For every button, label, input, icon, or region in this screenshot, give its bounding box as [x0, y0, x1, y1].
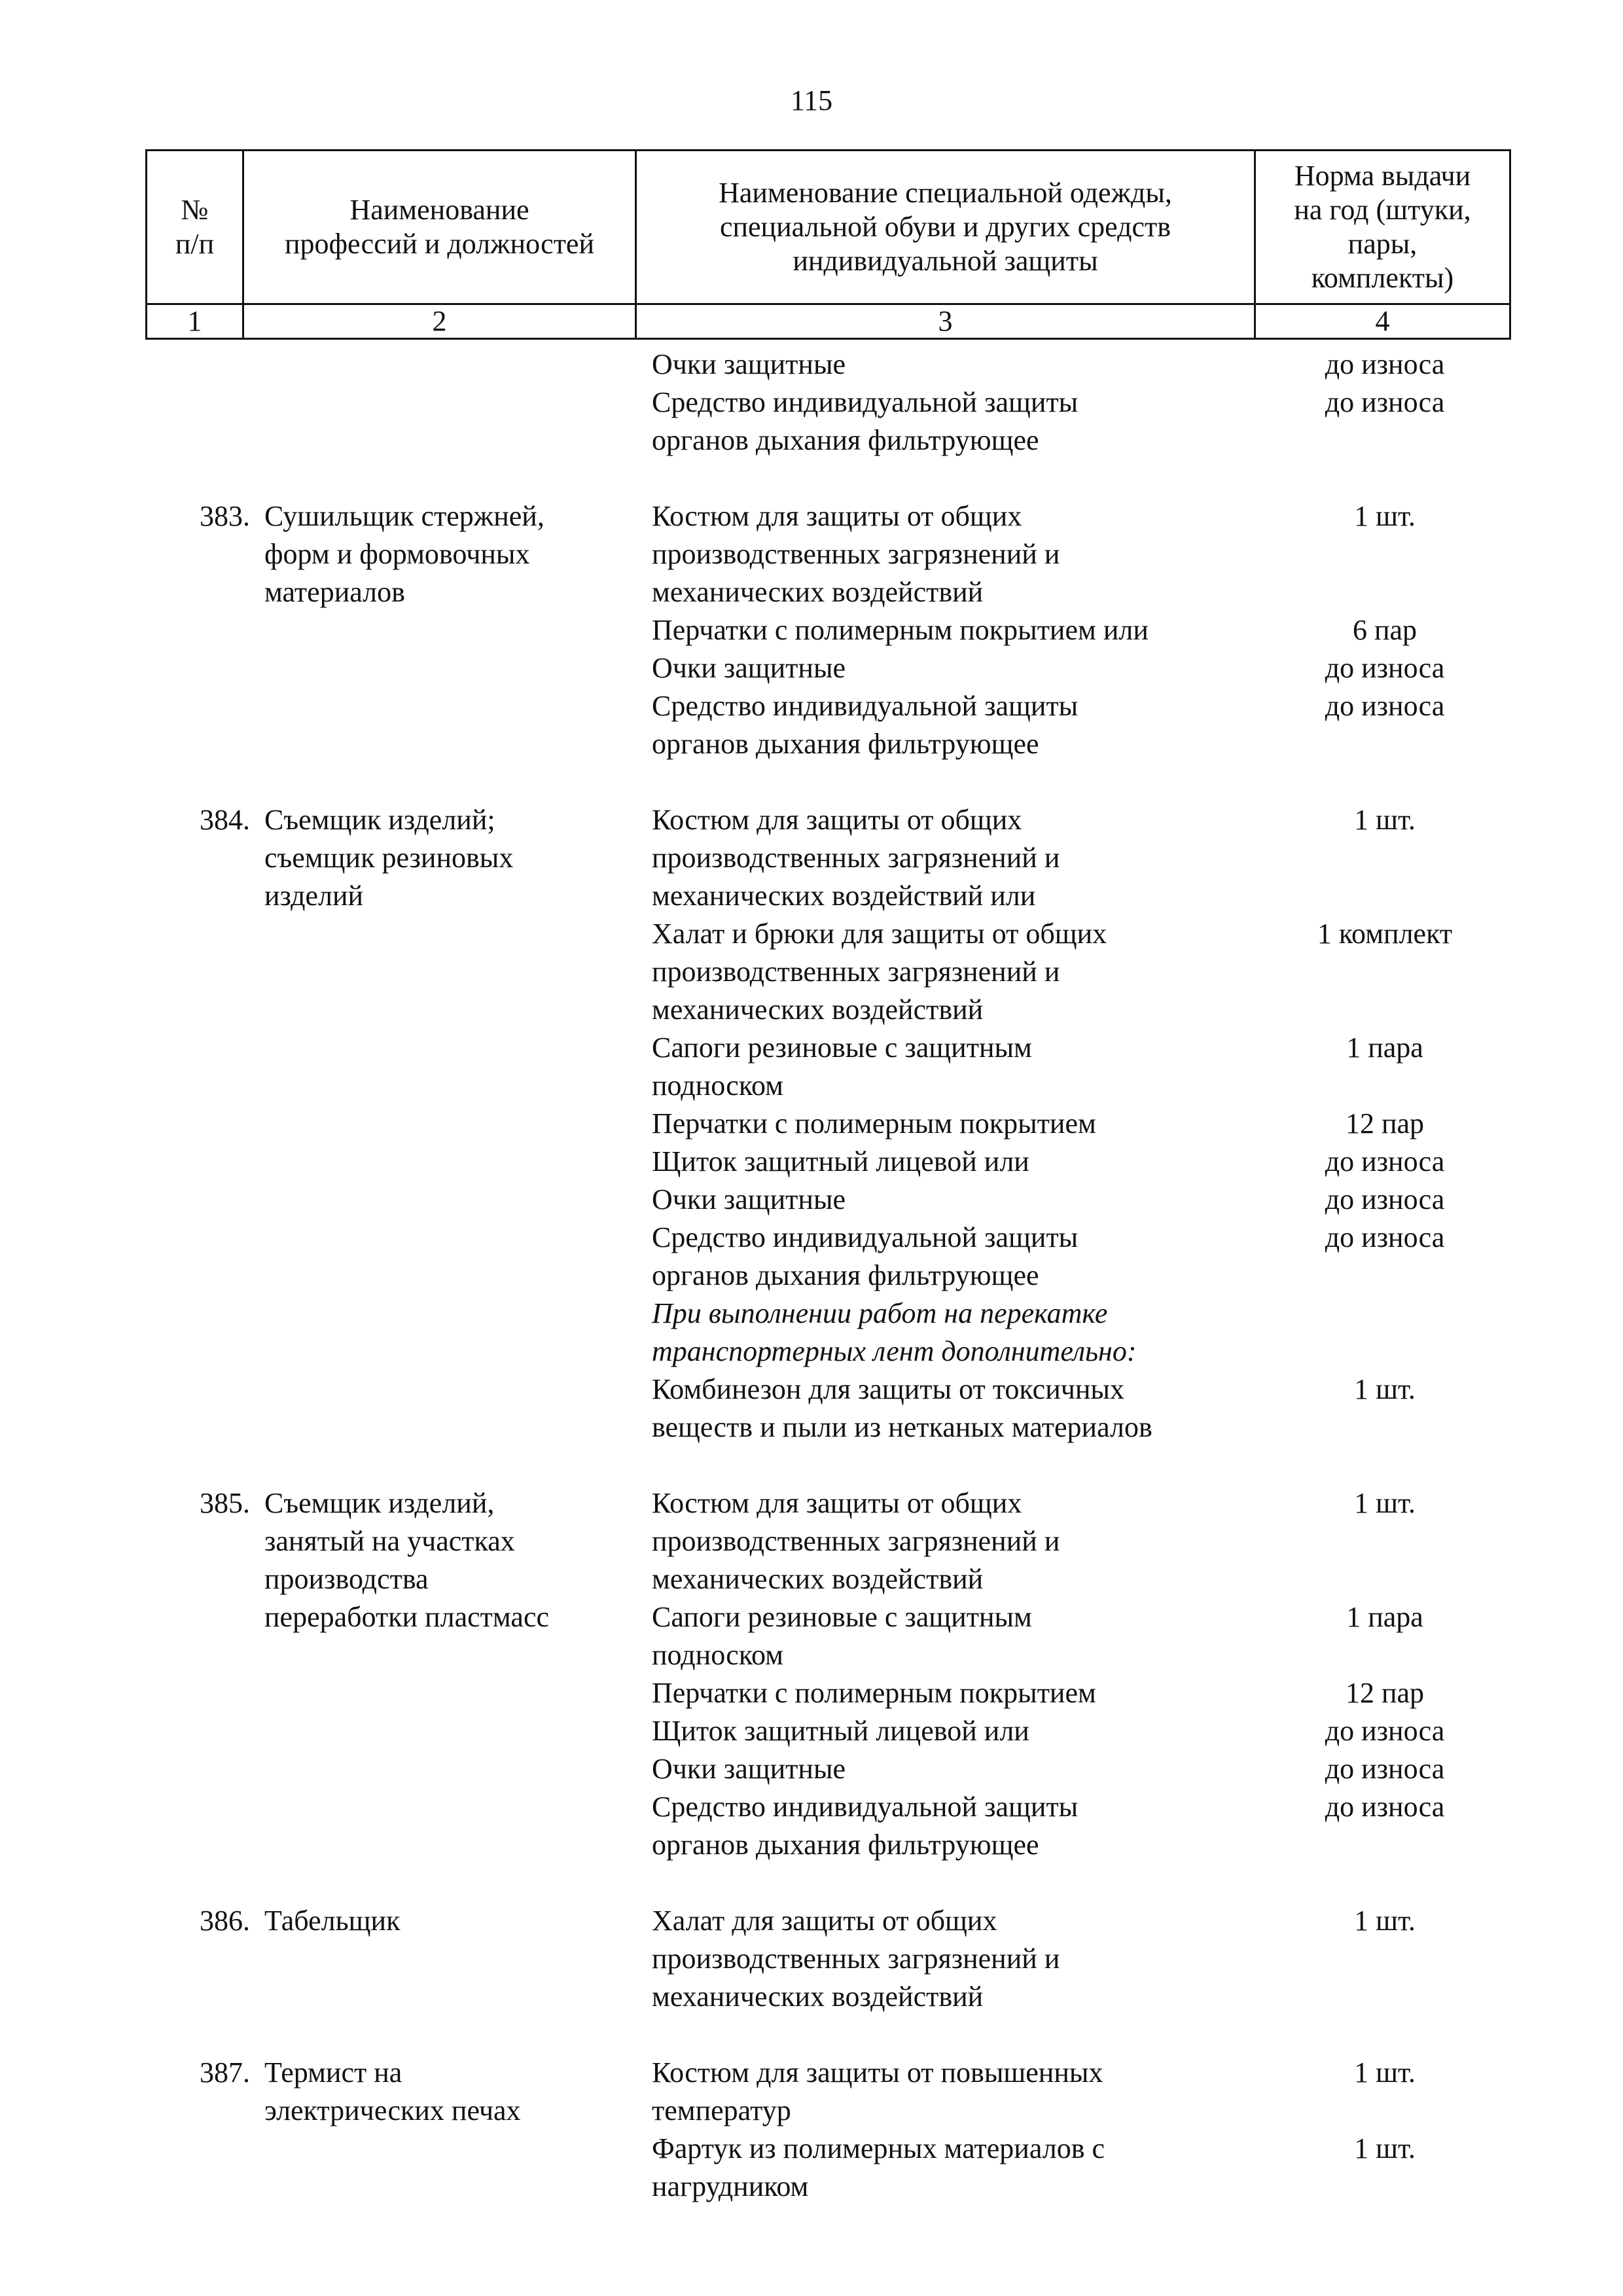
- header-col-equipment: Наименование специальной одежды, специальной обуви и других средств индивидуальной защиты: [636, 151, 1255, 304]
- equipment-line: производственных загрязнений и: [652, 538, 1060, 570]
- row-number: 384.: [200, 804, 250, 836]
- profession-line: изделий: [264, 880, 364, 912]
- equipment-line: механических воздействий: [652, 1563, 984, 1595]
- equipment-line: Очки защитные: [652, 348, 846, 380]
- profession-line: занятый на участках: [264, 1525, 515, 1557]
- row-number: 383.: [200, 500, 250, 532]
- issue-norm: до износа: [1325, 348, 1445, 380]
- profession-line: производства: [264, 1563, 429, 1595]
- equipment-line: подноском: [652, 1639, 783, 1671]
- equipment-line: механических воздействий: [652, 1981, 984, 2013]
- equipment-line: транспортерных лент дополнительно:: [652, 1335, 1137, 1367]
- equipment-item: [645, 2054, 1509, 2130]
- equipment-item: [645, 687, 1509, 763]
- issue-norm: 1 шт.: [1354, 500, 1416, 532]
- issue-norm: до износа: [1325, 1753, 1445, 1785]
- equipment-name: [645, 2054, 1260, 2130]
- issue-norm: 1 шт.: [1354, 1373, 1416, 1405]
- equipment-line: производственных загрязнений и: [652, 842, 1060, 874]
- equipment-line: органов дыхания фильтрующее: [652, 1259, 1039, 1291]
- table-header: [145, 149, 1511, 340]
- table-row: [145, 1902, 1509, 2016]
- profession-line: переработки пластмасс: [264, 1601, 550, 1633]
- equipment-name: [645, 1219, 1260, 1295]
- issue-norm: до износа: [1325, 1791, 1445, 1823]
- equipment-line: Перчатки с полимерным покрытием или: [652, 614, 1149, 646]
- equipment-name: [645, 801, 1260, 915]
- equipment-item: [645, 497, 1509, 611]
- equipment-name: [645, 384, 1260, 459]
- profession-line: форм и формовочных: [264, 538, 530, 570]
- issue-norm: до износа: [1325, 1221, 1445, 1253]
- equipment-line: органов дыхания фильтрующее: [652, 1829, 1039, 1861]
- equipment-item: [645, 1598, 1509, 1674]
- equipment-name: [645, 2130, 1260, 2206]
- equipment-line: производственных загрязнений и: [652, 956, 1060, 988]
- profession-name: [250, 801, 645, 1446]
- equipment-item: [645, 611, 1509, 649]
- row-number: [145, 346, 250, 459]
- equipment-item: [645, 2130, 1509, 2206]
- equipment-line: органов дыхания фильтрующее: [652, 424, 1039, 456]
- equipment-item: [645, 1712, 1509, 1750]
- profession-name: [250, 1484, 645, 1864]
- profession-line: Съемщик изделий,: [264, 1487, 495, 1519]
- equipment-line: Очки защитные: [652, 1183, 846, 1215]
- equipment-name: [645, 1788, 1260, 1864]
- equipment-line: производственных загрязнений и: [652, 1525, 1060, 1557]
- equipment-line: Перчатки с полимерным покрытием: [652, 1677, 1096, 1709]
- equipment-item: [645, 649, 1509, 687]
- equipment-line: органов дыхания фильтрующее: [652, 728, 1039, 760]
- equipment-name: [645, 1674, 1260, 1712]
- equipment-item: [645, 915, 1509, 1029]
- header-num-4: 4: [1255, 304, 1510, 339]
- table-row: [145, 1484, 1509, 1864]
- equipment-name: [645, 1750, 1260, 1788]
- issue-norm: 1 шт.: [1354, 1487, 1416, 1519]
- profession-line: Термист на: [264, 2056, 402, 2089]
- equipment-line: Халат для защиты от общих: [652, 1905, 997, 1937]
- issue-norm: 6 пар: [1352, 614, 1418, 646]
- issue-norm: до износа: [1325, 1183, 1445, 1215]
- page-number: 115: [790, 84, 833, 117]
- equipment-item: [645, 1181, 1509, 1219]
- equipment-line: веществ и пыли из нетканых материалов: [652, 1411, 1152, 1443]
- equipment-item: [645, 801, 1509, 915]
- equipment-note: [645, 1295, 1260, 1371]
- equipment-name: [645, 611, 1260, 649]
- profession-name: [250, 2054, 645, 2206]
- equipment-name: [645, 497, 1260, 611]
- equipment-line: Костюм для защиты от общих: [652, 804, 1022, 836]
- equipment-name: [645, 1029, 1260, 1105]
- equipment-line: Сапоги резиновые с защитным: [652, 1601, 1032, 1633]
- profession-line: Съемщик изделий;: [264, 804, 495, 836]
- equipment-line: Халат и брюки для защиты от общих: [652, 918, 1107, 950]
- equipment-item: [645, 346, 1509, 384]
- equipment-line: Костюм для защиты от общих: [652, 1487, 1022, 1519]
- equipment-line: Перчатки с полимерным покрытием: [652, 1107, 1096, 1139]
- equipment-line: механических воздействий: [652, 576, 984, 608]
- header-num-3: 3: [636, 304, 1255, 339]
- issue-norm: 1 пара: [1346, 1601, 1423, 1633]
- equipment-item: [645, 1484, 1509, 1598]
- equipment-line: Щиток защитный лицевой или: [652, 1715, 1029, 1747]
- equipment-line: Фартук из полимерных материалов с: [652, 2132, 1105, 2164]
- equipment-item: [645, 1371, 1509, 1446]
- table-row: [145, 2054, 1509, 2206]
- equipment-item: [645, 1902, 1509, 2016]
- equipment-line: Средство индивидуальной защиты: [652, 386, 1079, 418]
- issue-norm: до износа: [1325, 386, 1445, 418]
- equipment-name: [645, 1712, 1260, 1750]
- equipment-item: [645, 1674, 1509, 1712]
- equipment-name: [645, 1598, 1260, 1674]
- equipment-name: [645, 649, 1260, 687]
- table-body: [145, 346, 1509, 2244]
- equipment-line: нагрудником: [652, 2170, 809, 2202]
- row-number: 387.: [200, 2056, 250, 2089]
- row-number: 385.: [200, 1487, 250, 1519]
- issue-norm: до износа: [1325, 1145, 1445, 1177]
- profession-line: Сушильщик стержней,: [264, 500, 544, 532]
- equipment-line: Средство индивидуальной защиты: [652, 1791, 1079, 1823]
- equipment-line: механических воздействий или: [652, 880, 1036, 912]
- profession-line: электрических печах: [264, 2094, 521, 2126]
- equipment-name: [645, 915, 1260, 1029]
- issue-norm: до износа: [1325, 690, 1445, 722]
- issue-norm: 12 пар: [1345, 1107, 1425, 1139]
- equipment-line: При выполнении работ на перекатке: [652, 1297, 1108, 1329]
- equipment-item: [645, 1219, 1509, 1295]
- header-col-profession: Наименование профессий и должностей: [243, 151, 636, 304]
- equipment-line: Средство индивидуальной защиты: [652, 690, 1079, 722]
- equipment-line: Щиток защитный лицевой или: [652, 1145, 1029, 1177]
- row-number: 386.: [200, 1905, 250, 1937]
- equipment-line: Костюм для защиты от повышенных: [652, 2056, 1103, 2089]
- equipment-name: [645, 1484, 1260, 1598]
- equipment-line: Комбинезон для защиты от токсичных: [652, 1373, 1124, 1405]
- profession-line: Табельщик: [264, 1905, 401, 1937]
- equipment-item: [645, 1750, 1509, 1788]
- equipment-name: [645, 1143, 1260, 1181]
- issue-norm: 1 шт.: [1354, 2056, 1416, 2089]
- table-row: [145, 497, 1509, 763]
- equipment-item: [645, 1788, 1509, 1864]
- equipment-line: Костюм для защиты от общих: [652, 500, 1022, 532]
- issue-norm: до износа: [1325, 1715, 1445, 1747]
- equipment-line: производственных загрязнений и: [652, 1943, 1060, 1975]
- issue-norm: 1 комплект: [1317, 918, 1453, 950]
- table-row: [145, 801, 1509, 1446]
- profession-name: [250, 1902, 645, 2016]
- profession-name: [250, 497, 645, 763]
- equipment-item: [645, 1029, 1509, 1105]
- equipment-item: [645, 1105, 1509, 1143]
- equipment-name: [645, 1902, 1260, 2016]
- equipment-line: Очки защитные: [652, 652, 846, 684]
- table-row: [145, 346, 1509, 459]
- equipment-name: [645, 1105, 1260, 1143]
- issue-norm: 12 пар: [1345, 1677, 1425, 1709]
- issue-norm: до износа: [1325, 652, 1445, 684]
- equipment-item: [645, 384, 1509, 459]
- equipment-name: [645, 687, 1260, 763]
- equipment-line: подноском: [652, 1069, 783, 1102]
- equipment-line: Средство индивидуальной защиты: [652, 1221, 1079, 1253]
- header-col-number: № п/п: [147, 151, 243, 304]
- equipment-item: [645, 1143, 1509, 1181]
- equipment-name: [645, 1181, 1260, 1219]
- equipment-line: Сапоги резиновые с защитным: [652, 1031, 1032, 1064]
- issue-norm: 1 шт.: [1354, 1905, 1416, 1937]
- equipment-line: механических воздействий: [652, 994, 984, 1026]
- issue-norm: 1 шт.: [1354, 804, 1416, 836]
- issue-norm: 1 пара: [1346, 1031, 1423, 1064]
- header-col-norm: Норма выдачи на год (штуки, пары, комплекты): [1255, 151, 1510, 304]
- issue-norm: [1260, 1295, 1509, 1371]
- profession-name: [250, 346, 645, 459]
- issue-norm: 1 шт.: [1354, 2132, 1416, 2164]
- equipment-line: Очки защитные: [652, 1753, 846, 1785]
- header-num-2: 2: [243, 304, 636, 339]
- equipment-line: температур: [652, 2094, 791, 2126]
- equipment-item: [645, 1295, 1509, 1371]
- profession-line: материалов: [264, 576, 405, 608]
- equipment-name: [645, 346, 1260, 384]
- header-num-1: 1: [147, 304, 243, 339]
- equipment-name: [645, 1371, 1260, 1446]
- profession-line: съемщик резиновых: [264, 842, 514, 874]
